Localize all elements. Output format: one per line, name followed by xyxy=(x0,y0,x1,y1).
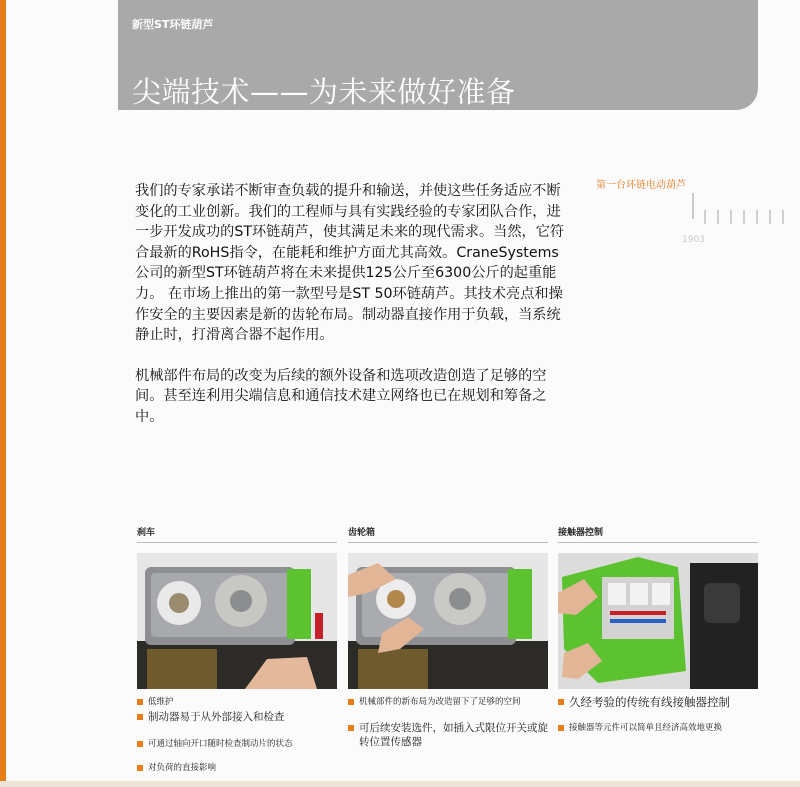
feature-bullet: 制动器易于从外部接入和检查 xyxy=(137,710,285,724)
intro-text xyxy=(135,181,567,448)
panel-divider xyxy=(348,542,548,543)
timeline-main-tick xyxy=(692,193,694,219)
timeline-tick xyxy=(782,210,784,224)
timeline-tick xyxy=(756,210,758,224)
page-header xyxy=(118,0,758,110)
left-accent-bar xyxy=(0,0,6,787)
timeline-tick xyxy=(717,210,719,224)
timeline-label: 第一台环链电动葫芦 xyxy=(596,180,686,191)
panel-heading: 刹车 xyxy=(137,528,156,538)
timeline-tick xyxy=(730,210,732,224)
panel-heading: 接触器控制 xyxy=(558,528,604,538)
contactor-photo xyxy=(558,553,758,689)
feature-bullet: 接触器等元件可以简单且经济高效地更换 xyxy=(558,721,722,735)
timeline-year: 1903 xyxy=(682,235,705,245)
timeline-tick xyxy=(769,210,771,224)
panel-divider xyxy=(137,542,337,543)
feature-panel-contactor xyxy=(558,525,758,733)
timeline-tick xyxy=(704,210,706,224)
brake-photo xyxy=(137,553,337,689)
intro-paragraph-2: 机械部件布局的改变为后续的额外设备和选项改造创造了足够的空间。甚至连利用尖端信息和通信技术建立网络也已在规划和筹备之中。 xyxy=(135,367,547,425)
feature-bullet: 可通过轴向开口随时检查制动片的状态 xyxy=(137,737,293,751)
feature-panel-brake xyxy=(137,525,337,773)
feature-panel-gearbox xyxy=(348,525,548,748)
feature-bullet: 机械部件的新布局为改造留下了足够的空间 xyxy=(348,695,521,709)
intro-paragraph-1: 我们的专家承诺不断审查负载的提升和输送，并使这些任务适应不断变化的工业创新。我们的工程师与具有实践经验的专家团队合作，进一步开发成功的ST环链葫芦，使其满足未来的现代需求。当然，它符合最新的RoHS指令，在能耗和维护方面尤其高效。CraneSystems公司的新型ST环链葫芦将在未来提供125公斤至6300公斤的起重能力。 在市场上推出的第一款型号是ST 50环链葫芦。其技术亮点和操作安全的主要因素是新的齿轮布局。制动器直接作用于负载，当系统静止时，打滑离合器不起作用。 xyxy=(135,183,565,344)
panel-divider xyxy=(558,542,758,543)
timeline-tick xyxy=(743,210,745,224)
history-timeline xyxy=(596,176,796,256)
feature-bullet: 可后续安装选件，如插入式限位开关或旋转位置传感器 xyxy=(348,721,558,749)
section-subtitle: 新型ST环链葫芦 xyxy=(132,18,214,31)
feature-bullet: 低维护 xyxy=(137,695,174,709)
gearbox-photo xyxy=(348,553,548,689)
feature-bullet: 对负荷的直接影响 xyxy=(137,761,216,775)
bottom-rule xyxy=(0,781,800,787)
panel-heading: 齿轮箱 xyxy=(348,528,376,538)
page-title: 尖端技术——为未来做好准备 xyxy=(132,75,516,109)
feature-bullet: 久经考验的传统有线接触器控制 xyxy=(558,695,730,709)
